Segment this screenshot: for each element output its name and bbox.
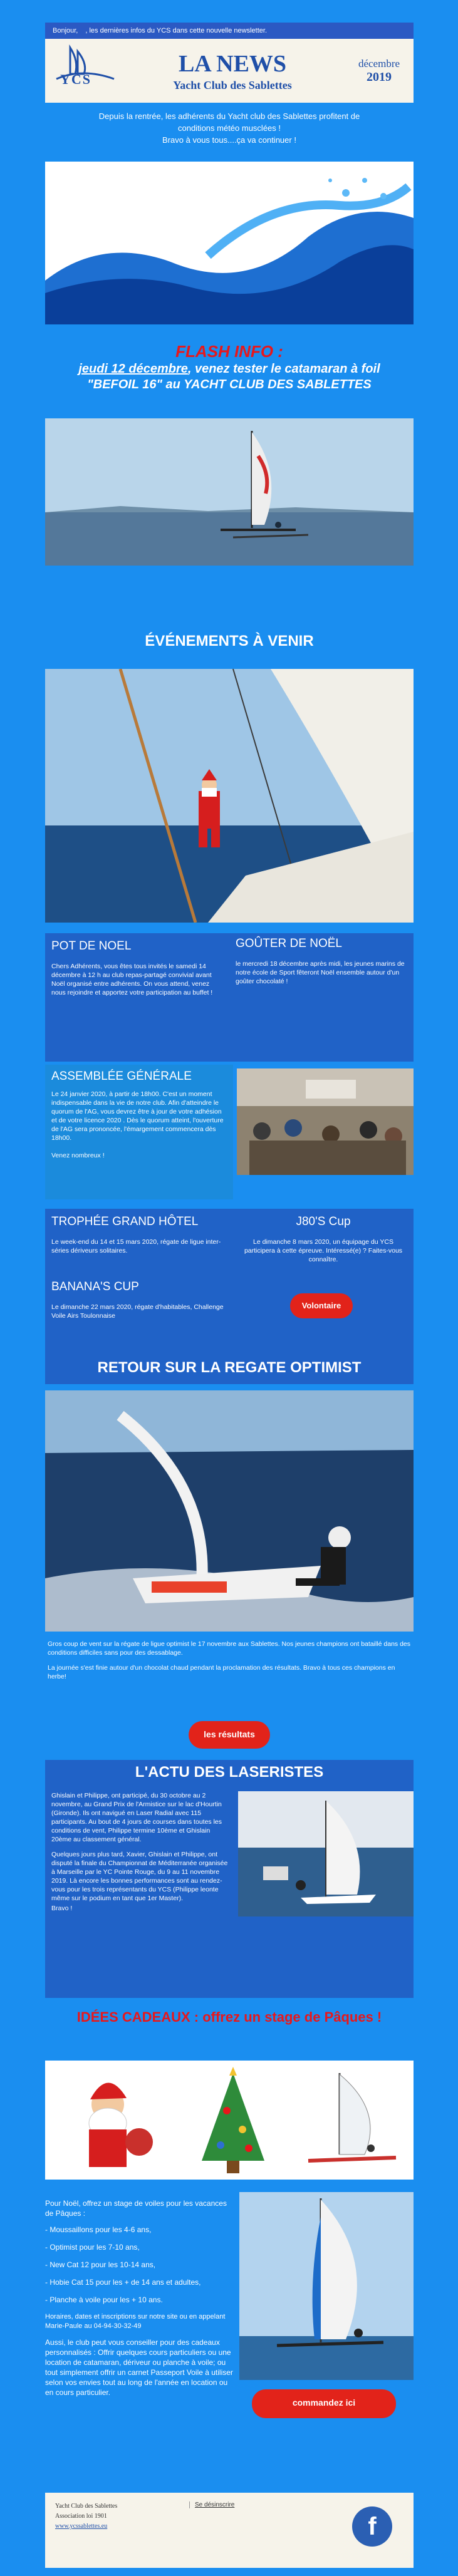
gifts-intro: Pour Noël, offrez un stage de voiles pour les vacances de Pâques :	[45, 2199, 227, 2218]
ag-photo	[237, 1068, 414, 1175]
trophee-text: Le week-end du 14 et 15 mars 2020, régate de ligue inter-séries dériveurs solitaires.	[51, 1238, 221, 1254]
intro-line: conditions météo musclées !	[177, 123, 281, 133]
pot-de-noel-title: POT DE NOEL	[51, 939, 132, 953]
pot-de-noel-text: Chers Adhérents, vous êtes tous invités le samedi 14 décembre à 12 h au club repas-partagé convivial avant Noël organisé entre adhérents. On vous attend, venez nous rejoindre et apportez votre participation au buffet !	[51, 963, 213, 996]
laser-photo	[238, 1791, 414, 1916]
flash-heading: FLASH INFO :	[175, 342, 283, 361]
ycs-logo	[51, 43, 120, 99]
santa-sail-photo	[45, 669, 414, 923]
j80-text: Le dimanche 8 mars 2020, un équipage du YCS participera à cette épreuve. Intéressé(e) ? Faites-vous connaître.	[244, 1238, 403, 1263]
gouter-card	[229, 933, 414, 1062]
gifts-text	[45, 2198, 233, 2398]
results-button[interactable]: les résultats	[189, 1721, 270, 1749]
flash-info	[45, 338, 414, 412]
greeting: Bonjour,	[53, 27, 78, 34]
gifts-heading-rest: : offrez un stage de Pâques !	[190, 2009, 382, 2025]
catamaran-photo	[45, 418, 414, 566]
volunteer-button[interactable]: Volontaire	[290, 1293, 353, 1318]
ag-more: Venez nombreux !	[51, 1152, 105, 1159]
regate-text	[45, 1640, 414, 1702]
list-item: - Planche à voile pour les + 10 ans.	[45, 2295, 163, 2304]
water-splash-image	[45, 162, 414, 324]
hobie-cat-photo	[239, 2192, 414, 2380]
laser-text-3: Bravo !	[51, 1905, 73, 1912]
laser-text-1: Ghislain et Philippe, ont participé, du 30 octobre au 2 novembre, au Grand Prix de l'Armistice sur le lac d'Hourtin (Gironde). Ils ont navigué en Laser Radial avec 115 participants. Au bout de 4 jours de courses dans toutes les conditions de vent, Philippe termine 10ème et Ghislain 20ème au classement général.	[51, 1792, 222, 1843]
logo-text: YCS	[60, 71, 92, 87]
optimist-photo	[45, 1390, 414, 1632]
regattas-block	[45, 1209, 414, 1384]
trophee-title: TROPHÉE GRAND HÔTEL	[51, 1215, 199, 1228]
top-bar	[45, 23, 414, 39]
top-bar-text: , les dernières infos du YCS dans cette nouvelle newsletter.	[85, 27, 268, 34]
list-item: - Optimist pour les 7-10 ans,	[45, 2243, 140, 2252]
pot-de-noel-card	[45, 933, 229, 1062]
gifts-hours: Horaires, dates et inscriptions sur notre site ou en appelant Marie-Paule au 04-94-30-32-49	[45, 2313, 226, 2330]
title-box	[120, 50, 345, 92]
ag-block	[45, 1065, 414, 1199]
flash-line-1	[45, 361, 414, 377]
laser-heading: L'ACTU DES LASERISTES	[135, 1764, 324, 1781]
regate-text-2: La journée s'est finie autour d'un chocolat chaud pendant la proclamation des résultats. Bravo à tous ces champions en herbe!	[48, 1664, 395, 1680]
newsletter-subtitle: Yacht Club des Sablettes	[173, 78, 292, 91]
trophee-card	[45, 1209, 233, 1384]
intro-line: Depuis la rentrée, les adhérents du Yacht club des Sablettes profitent de	[98, 111, 360, 121]
regate-heading: RETOUR SUR LA REGATE OPTIMIST	[97, 1359, 362, 1376]
gouter-title: GOÛTER DE NOËL	[236, 937, 342, 950]
ag-card	[45, 1065, 233, 1199]
intro-text	[45, 106, 414, 157]
footer-info	[55, 2501, 117, 2532]
order-button[interactable]: commandez ici	[252, 2389, 396, 2418]
gifts-illustration	[45, 2061, 414, 2180]
flash-line-2: "BEFOIL 16" au YACHT CLUB DES SABLETTES	[87, 378, 372, 391]
footer-assoc: Association loi 1901	[55, 2513, 107, 2520]
banana-text: Le dimanche 22 mars 2020, régate d'habitables, Challenge Voile Airs Toulonnaise	[51, 1303, 224, 1320]
intro-line: Bravo à vous tous....ça va continuer !	[162, 135, 296, 145]
list-item: - Moussaillons pour les 4-6 ans,	[45, 2225, 152, 2234]
footer	[45, 2493, 414, 2568]
laser-text	[51, 1791, 228, 1913]
ag-title: ASSEMBLÉE GÉNÉRALE	[51, 1070, 192, 1083]
gifts-heading-red: IDÉES CADEAUX	[76, 2009, 190, 2025]
ag-text: Le 24 janvier 2020, à partir de 18h00. C'est un moment indispensable dans la vie de notre club. Afin d'atteindre le quorum de l'AG, vous devrez être à jour de votre adhésion et de votre licence 2020 . Dès le quorum atteint, l'ouverture de l'AG sera prononcée, l'émargement commencera dès 18h00.	[51, 1090, 224, 1142]
issue-month: décembre	[358, 57, 400, 70]
issue-year: 2019	[367, 70, 392, 84]
unsubscribe-link[interactable]: Se désinscrire	[189, 2501, 234, 2508]
flash-day: jeudi 12 décembre	[78, 362, 188, 376]
regate-text-1: Gros coup de vent sur la régate de ligue optimist le 17 novembre aux Sablettes. Nos jeunes champions ont bataillé dans des conditions difficiles sans pour des dessablage.	[48, 1640, 411, 1657]
newsletter-title: LA NEWS	[178, 50, 287, 77]
header	[45, 39, 414, 103]
gifts-heading	[45, 2007, 414, 2051]
list-item: - New Cat 12 pour les 10-14 ans,	[45, 2260, 156, 2269]
gifts-list	[45, 2225, 233, 2305]
gouter-text: le mercredi 18 décembre après midi, les jeunes marins de notre école de Sport fêteront Noël ensemble autour d'un goûter chocolaté !	[236, 960, 405, 985]
gifts-body	[45, 2192, 414, 2486]
banana-title: BANANA'S CUP	[51, 1280, 139, 1293]
j80-title: J80'S Cup	[296, 1215, 351, 1228]
footer-club: Yacht Club des Sablettes	[55, 2503, 118, 2510]
events-heading: ÉVÉNEMENTS À VENIR	[145, 633, 314, 649]
laser-block	[45, 1760, 414, 1998]
christmas-events-block	[45, 933, 414, 1062]
facebook-icon[interactable]: f	[352, 2506, 392, 2547]
footer-site-link[interactable]: www.ycssablettes.eu	[55, 2523, 108, 2530]
issue-date	[345, 58, 414, 85]
laser-text-2: Quelques jours plus tard, Xavier, Ghislain et Philippe, ont disputé la finale du Championnat de Méditerranée organisée à Marseille par le YC Pointe Rouge, du 9 au 11 novembre 2019. Là encore les bonnes performances sont au rendez-vous pour les trois représentants du YCS (Philippe leonte même sur le podium en tant que 1er Master).	[51, 1851, 228, 1902]
list-item: - Hobie Cat 15 pour les + de 14 ans et adultes,	[45, 2278, 201, 2287]
sail-logo-icon	[51, 43, 120, 99]
gifts-more: Aussi, le club peut vous conseiller pour des cadeaux personnalisés : Offrir quelques cours particuliers ou une location de catamaran, dériveur ou planche à voile; ou tout simplement offrir un carnet Passeport Voile à utiliser selon vos envies tout au long de l'année en location ou en cours particulier.	[45, 2338, 233, 2397]
flash-line-1-rest: , venez tester le catamaran à foil	[187, 362, 380, 376]
